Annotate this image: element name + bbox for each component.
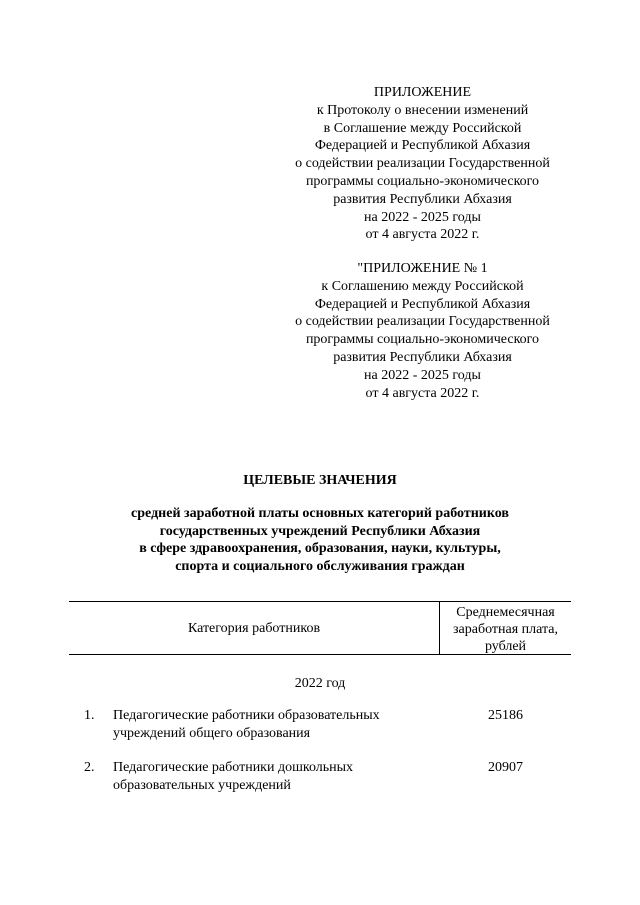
subtitle-line: средней заработной платы основных категорий работников [131,505,509,521]
appendix-line: ПРИЛОЖЕНИЕ [373,85,472,100]
appendix-line: развития Республики Абхазия [333,191,512,207]
row-category-line: учреждений общего образования [113,725,311,741]
row-number: 2. [84,760,95,775]
header-category: Категория работников [187,621,321,636]
appendix-line: развития Республики Абхазия [333,349,512,365]
appendix-line: от 4 августа 2022 г. [365,227,480,243]
appendix-line: в Соглашение между Российской [323,120,522,136]
document-subtitle [60,505,580,576]
subtitle-line: государственных учреждений Республики Абхазия [159,523,481,539]
appendix-line: о содействии реализации Государственной [295,314,550,330]
row-number: 1. [84,708,95,723]
subtitle-line: спорта и социального обслуживания граждан [175,559,465,575]
table-header [69,602,571,655]
appendix-line: "ПРИЛОЖЕНИЕ № 1 [357,261,488,276]
table-row [69,759,571,795]
appendix-agreement-heading [280,260,565,402]
appendix-protocol-heading [280,84,565,244]
appendix-line: на 2022 - 2025 годы [364,209,481,225]
appendix-line: программы социально-экономического [305,332,540,348]
salary-table [69,601,571,793]
appendix-line: Федерацией и Республикой Абхазия [314,296,531,312]
appendix-line: от 4 августа 2022 г. [365,385,480,401]
row-category [113,759,440,795]
row-category-line: образовательных учреждений [113,777,291,793]
appendix-line: к Протоколу о внесении изменений [316,102,529,118]
row-category-line: Педагогические работники образовательных [113,708,380,723]
row-category-line: Педагогические работники дошкольных [113,760,354,775]
header-salary-line: заработная плата, [453,622,558,637]
document-title-block [60,472,580,576]
table-row [69,707,571,743]
header-salary-line: Среднемесячная [456,605,555,620]
year-heading: 2022 год [294,676,346,691]
subtitle-line: в сфере здравоохранения, образования, науки, культуры, [139,541,501,557]
row-salary-value: 25186 [488,708,523,723]
row-category [113,707,440,743]
header-salary [439,602,571,654]
appendix-line: о содействии реализации Государственной [295,156,550,172]
appendix-line: к Соглашению между Российской [321,278,524,294]
appendix-line: на 2022 - 2025 годы [364,367,481,383]
header-salary-line: рублей [484,639,527,654]
appendix-line: Федерацией и Республикой Абхазия [314,138,531,154]
appendix-line: программы социально-экономического [305,173,540,189]
document-title: ЦЕЛЕВЫЕ ЗНАЧЕНИЯ [243,473,397,488]
row-salary-value: 20907 [488,760,523,775]
